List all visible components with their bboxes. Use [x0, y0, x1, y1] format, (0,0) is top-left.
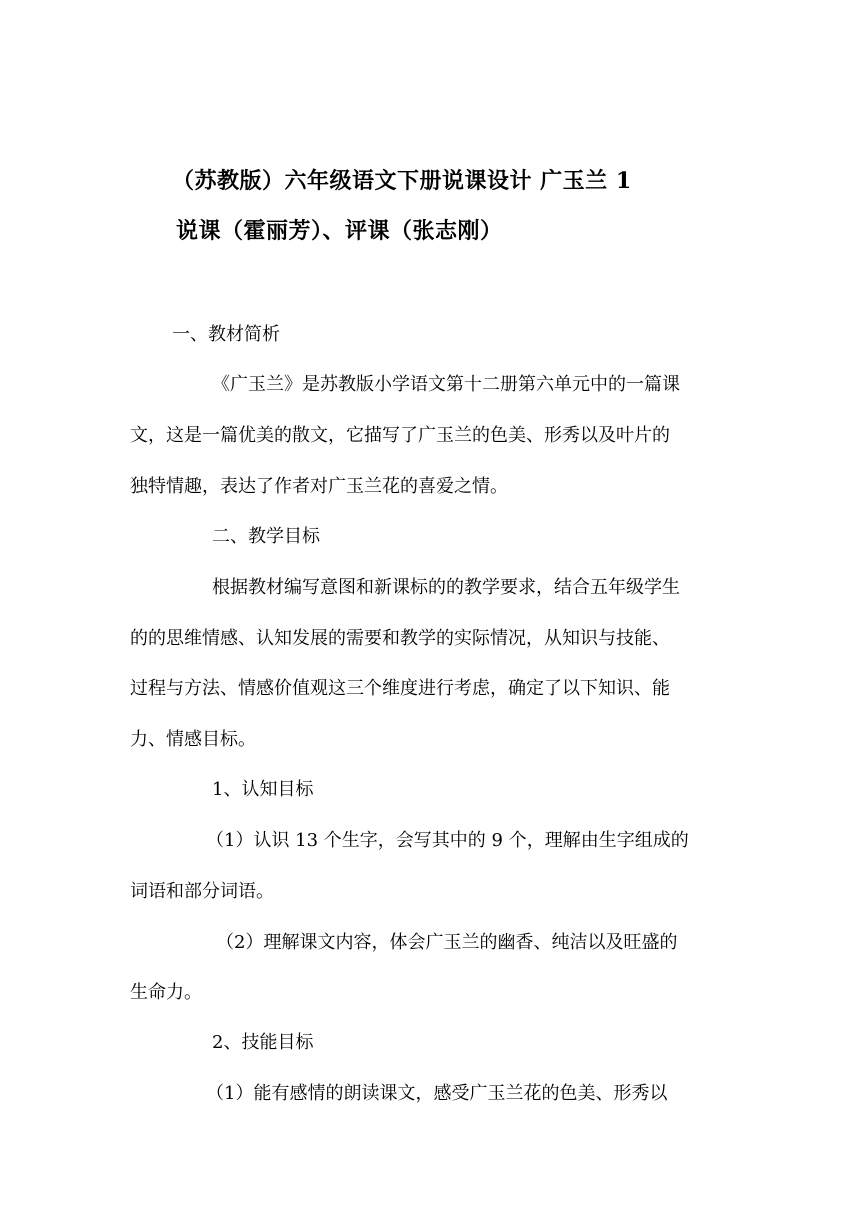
- document-title: （苏教版）六年级语文下册说课设计 广玉兰 1: [172, 168, 632, 194]
- list-item-line: （1）认识 13 个生字，会写其中的 9 个，理解由生字组成的: [206, 830, 689, 851]
- list-item-line: 生命力。: [130, 982, 202, 1003]
- list-item-line: 词语和部分词语。: [130, 881, 274, 902]
- paragraph-line: 《广玉兰》是苏教版小学语文第十二册第六单元中的一篇课: [212, 374, 680, 395]
- subheading-cognitive-goals: 1、认知目标: [212, 779, 314, 800]
- paragraph-line: 文，这是一篇优美的散文，它描写了广玉兰的色美、形秀以及叶片的: [130, 425, 670, 446]
- paragraph-line: 的的思维情感、认知发展的需要和教学的实际情况，从知识与技能、: [130, 628, 670, 649]
- section-heading-teaching-goals: 二、教学目标: [212, 526, 320, 547]
- paragraph-line: 过程与方法、情感价值观这三个维度进行考虑，确定了以下知识、能: [130, 678, 670, 699]
- subheading-skill-goals: 2、技能目标: [212, 1032, 314, 1053]
- paragraph-line: 独特情趣，表达了作者对广玉兰花的喜爱之情。: [130, 476, 508, 497]
- section-heading-textbook-analysis: 一、教材简析: [172, 324, 280, 345]
- paragraph-line: 力、情感目标。: [130, 729, 256, 750]
- list-item-line: （1）能有感情的朗读课文，感受广玉兰花的色美、形秀以: [206, 1083, 668, 1104]
- list-item-line: （2）理解课文内容，体会广玉兰的幽香、纯洁以及旺盛的: [216, 932, 678, 953]
- document-subtitle: 说课（霍丽芳）、评课（张志刚）: [176, 218, 503, 244]
- paragraph-line: 根据教材编写意图和新课标的的教学要求，结合五年级学生: [212, 577, 680, 598]
